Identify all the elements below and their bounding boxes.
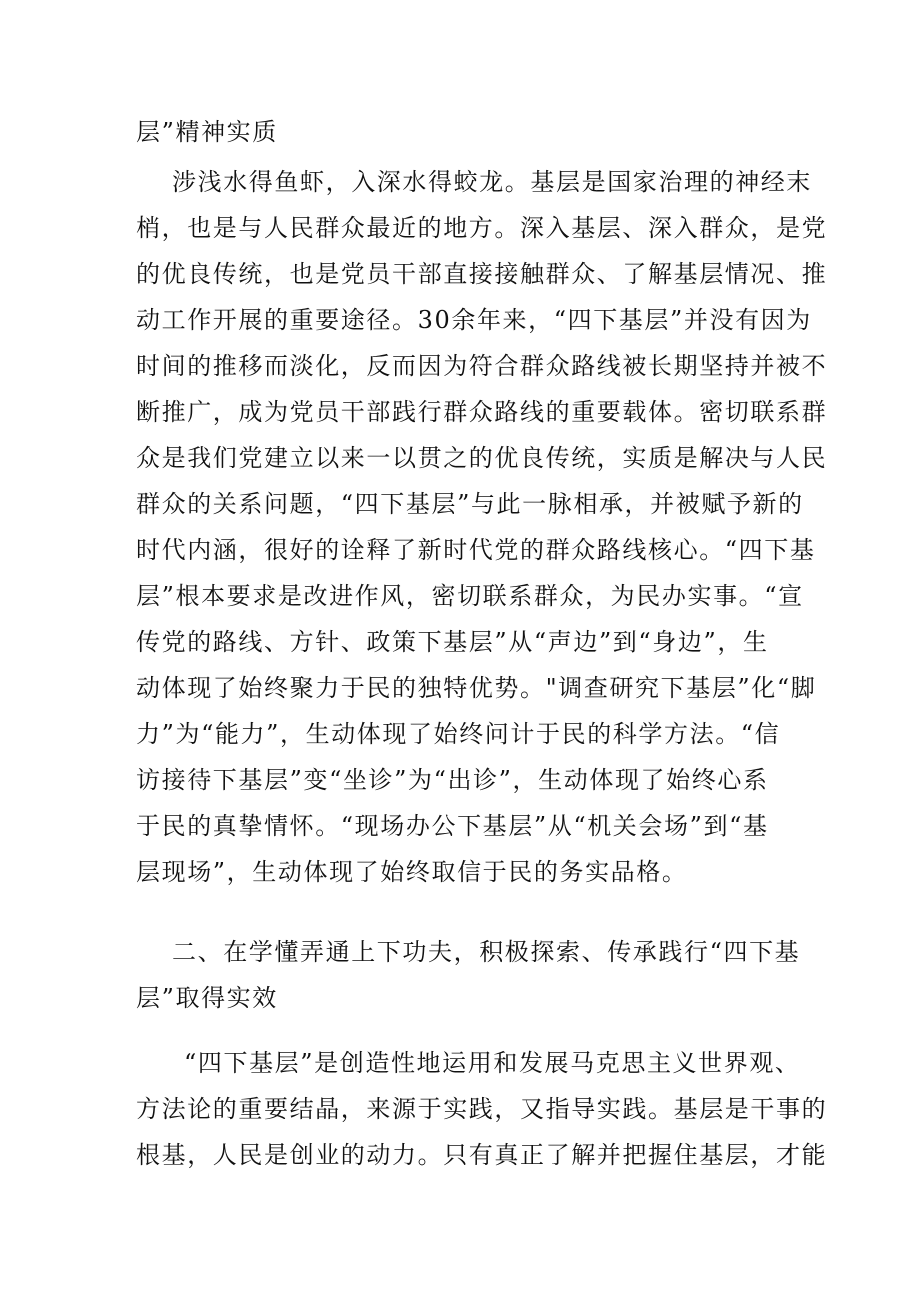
paragraph-line: 传党的路线、方针、政策下基层”从“声边”到“身边”，生 (136, 628, 769, 656)
paragraph-2 (136, 1040, 828, 1178)
paragraph-line: 梢，也是与人民群众最近的地方。深入基层、深入群众，是党 (136, 214, 828, 242)
paragraph-line: 访接待下基层”变“坐诊”为“出诊”，生动体现了始终心系 (136, 766, 769, 794)
heading-line: 二、在学懂弄通上下功夫，积极探索、传承践行“四下基 (172, 938, 801, 966)
paragraph-1 (136, 159, 828, 895)
paragraph-line: 于民的真挚情怀。“现场办公下基层”从“机关会场”到“基 (136, 812, 769, 840)
paragraph-line: 动工作开展的重要途径。30余年来，“四下基层”并没有因为 (136, 306, 812, 334)
section1-heading-tail (136, 109, 786, 155)
paragraph-line: 层现场”，生动体现了始终取信于民的务实品格。 (136, 858, 688, 886)
paragraph-line: 时代内涵，很好的诠释了新时代党的群众路线核心。“四下基 (136, 536, 816, 564)
paragraph-line: 时间的推移而淡化，反而因为符合群众路线被长期坚持并被不 (136, 352, 828, 380)
heading-line: 层”取得实效 (136, 984, 278, 1012)
paragraph-line: 动体现了始终聚力于民的独特优势。"调查研究下基层”化“脚 (136, 674, 817, 702)
paragraph-line: 根基，人民是创业的动力。只有真正了解并把握住基层，才能 (136, 1141, 828, 1169)
paragraph-line: 涉浅水得鱼虾，入深水得蛟龙。基层是国家治理的神经末 (172, 168, 812, 196)
paragraph-line: “四下基层”是创造性地运用和发展马克思主义世界观、 (184, 1049, 801, 1077)
paragraph-line: 力”为“能力”，生动体现了始终问计于民的科学方法。“信 (136, 720, 781, 748)
paragraph-line: 众是我们党建立以来一以贯之的优良传统，实质是解决与人民 (136, 444, 828, 472)
paragraph-line: 群众的关系问题，“四下基层”与此一脉相承，并被赋予新的 (136, 490, 804, 518)
section2-heading (136, 929, 801, 1021)
paragraph-line: 的优良传统，也是党员干部直接接触群众、了解基层情况、推 (136, 260, 828, 288)
paragraph-line: 层”根本要求是改进作风，密切联系群众，为民办实事。“宣 (136, 582, 804, 610)
paragraph-line: 方法论的重要结晶，来源于实践，又指导实践。基层是干事的 (136, 1095, 828, 1123)
paragraph-line: 断推广，成为党员干部践行群众路线的重要载体。密切联系群 (136, 398, 828, 426)
heading-line: 层”精神实质 (136, 118, 278, 146)
